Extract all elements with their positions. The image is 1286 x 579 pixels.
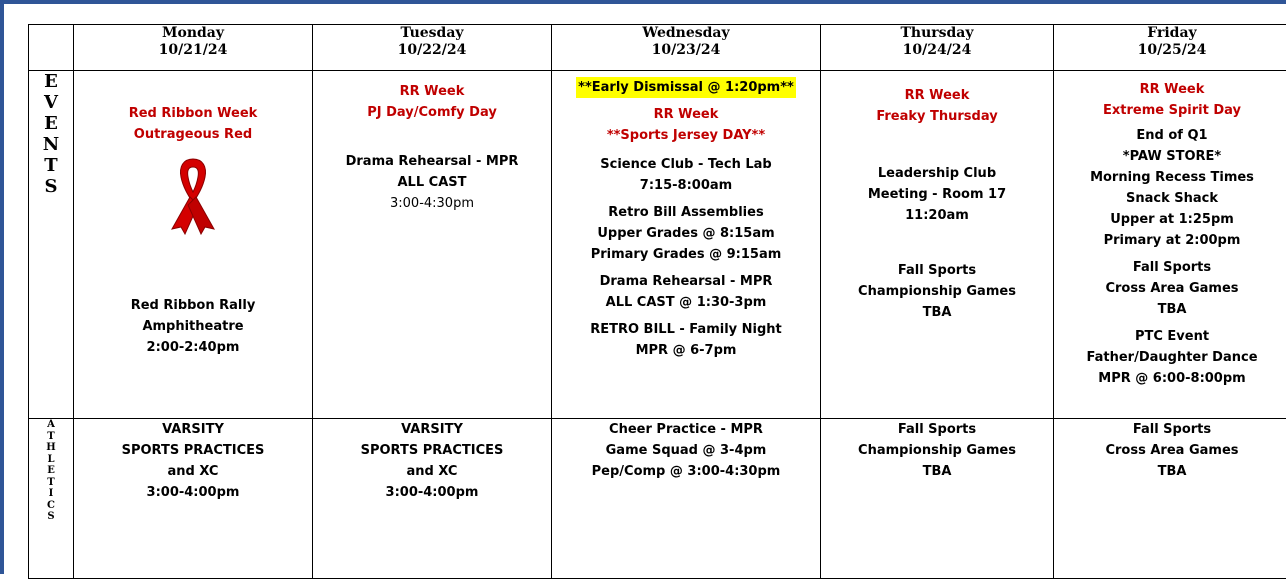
athletics-line: SPORTS PRACTICES bbox=[74, 440, 312, 461]
athletics-line: Cross Area Games bbox=[1054, 440, 1286, 461]
event-line: Drama Rehearsal - MPR bbox=[552, 271, 820, 292]
event-time: 3:00-4:30pm bbox=[313, 193, 551, 214]
event-title: RR Week bbox=[552, 104, 820, 125]
event-line: End of Q1 bbox=[1054, 125, 1286, 146]
day-header-monday: Monday 10/21/24 bbox=[74, 25, 313, 71]
events-thursday bbox=[821, 71, 1054, 419]
event-line: 7:15-8:00am bbox=[552, 175, 820, 196]
event-line: Leadership Club bbox=[821, 163, 1053, 184]
athletics-line: 3:00-4:00pm bbox=[313, 482, 551, 503]
event-line: ALL CAST bbox=[313, 172, 551, 193]
athletics-line: Pep/Comp @ 3:00-4:30pm bbox=[552, 461, 820, 482]
athletics-thursday bbox=[821, 419, 1054, 579]
early-dismissal-highlight: **Early Dismissal @ 1:20pm** bbox=[576, 77, 796, 98]
event-subtitle: PJ Day/Comfy Day bbox=[313, 102, 551, 123]
event-line: Snack Shack bbox=[1054, 188, 1286, 209]
event-subtitle: Outrageous Red bbox=[74, 124, 312, 145]
event-line: Fall Sports bbox=[821, 260, 1053, 281]
event-line: TBA bbox=[1054, 299, 1286, 320]
day-header-tuesday: Tuesday 10/22/24 bbox=[313, 25, 552, 71]
events-tuesday bbox=[313, 71, 552, 419]
athletics-monday bbox=[74, 419, 313, 579]
event-subtitle: Extreme Spirit Day bbox=[1054, 100, 1286, 121]
event-subtitle: Freaky Thursday bbox=[821, 106, 1053, 127]
events-row-label: E V E N T S bbox=[29, 71, 74, 419]
event-subtitle: **Sports Jersey DAY** bbox=[552, 125, 820, 146]
event-line: RETRO BILL - Family Night bbox=[552, 319, 820, 340]
event-title: RR Week bbox=[1054, 79, 1286, 100]
athletics-line: TBA bbox=[821, 461, 1053, 482]
athletics-line: Fall Sports bbox=[821, 419, 1053, 440]
event-line: Fall Sports bbox=[1054, 257, 1286, 278]
event-line: MPR @ 6:00-8:00pm bbox=[1054, 368, 1286, 389]
athletics-line: and XC bbox=[313, 461, 551, 482]
event-line: PTC Event bbox=[1054, 326, 1286, 347]
athletics-row bbox=[29, 419, 1286, 579]
event-title: RR Week bbox=[821, 85, 1053, 106]
athletics-line: 3:00-4:00pm bbox=[74, 482, 312, 503]
event-line: Red Ribbon Rally bbox=[74, 295, 312, 316]
header-row bbox=[29, 25, 1286, 71]
event-line: Amphitheatre bbox=[74, 316, 312, 337]
events-wednesday bbox=[552, 71, 821, 419]
event-line: TBA bbox=[821, 302, 1053, 323]
athletics-tuesday bbox=[313, 419, 552, 579]
event-title: RR Week bbox=[313, 81, 551, 102]
event-line: Science Club - Tech Lab bbox=[552, 154, 820, 175]
event-line: Retro Bill Assemblies bbox=[552, 202, 820, 223]
event-line: Drama Rehearsal - MPR bbox=[313, 151, 551, 172]
events-monday bbox=[74, 71, 313, 419]
event-line: Championship Games bbox=[821, 281, 1053, 302]
athletics-line: SPORTS PRACTICES bbox=[313, 440, 551, 461]
athletics-line: Championship Games bbox=[821, 440, 1053, 461]
weekly-calendar-table bbox=[28, 24, 1286, 579]
athletics-line: VARSITY bbox=[313, 419, 551, 440]
event-line: Father/Daughter Dance bbox=[1054, 347, 1286, 368]
athletics-line: Fall Sports bbox=[1054, 419, 1286, 440]
event-line: ALL CAST @ 1:30-3pm bbox=[552, 292, 820, 313]
athletics-line: Cheer Practice - MPR bbox=[552, 419, 820, 440]
event-line: Upper Grades @ 8:15am bbox=[552, 223, 820, 244]
events-row bbox=[29, 71, 1286, 419]
event-line: *PAW STORE* bbox=[1054, 146, 1286, 167]
athletics-line: and XC bbox=[74, 461, 312, 482]
corner-cell bbox=[29, 25, 74, 71]
events-friday bbox=[1054, 71, 1286, 419]
event-line: 2:00-2:40pm bbox=[74, 337, 312, 358]
event-line: 11:20am bbox=[821, 205, 1053, 226]
athletics-wednesday bbox=[552, 419, 821, 579]
event-line: Meeting - Room 17 bbox=[821, 184, 1053, 205]
event-line: MPR @ 6-7pm bbox=[552, 340, 820, 361]
event-title: Red Ribbon Week bbox=[74, 103, 312, 124]
event-line: Upper at 1:25pm bbox=[1054, 209, 1286, 230]
event-line: Cross Area Games bbox=[1054, 278, 1286, 299]
athletics-friday bbox=[1054, 419, 1286, 579]
event-line: Primary Grades @ 9:15am bbox=[552, 244, 820, 265]
athletics-line: TBA bbox=[1054, 461, 1286, 482]
day-header-friday: Friday 10/25/24 bbox=[1054, 25, 1286, 71]
calendar-page bbox=[4, 4, 1286, 574]
day-header-thursday: Thursday 10/24/24 bbox=[821, 25, 1054, 71]
athletics-line: Game Squad @ 3-4pm bbox=[552, 440, 820, 461]
red-ribbon-icon bbox=[168, 153, 218, 235]
event-line: Morning Recess Times bbox=[1054, 167, 1286, 188]
athletics-row-label: A T H L E T I C S bbox=[29, 419, 74, 579]
day-header-wednesday: Wednesday 10/23/24 bbox=[552, 25, 821, 71]
event-line: Primary at 2:00pm bbox=[1054, 230, 1286, 251]
athletics-line: VARSITY bbox=[74, 419, 312, 440]
